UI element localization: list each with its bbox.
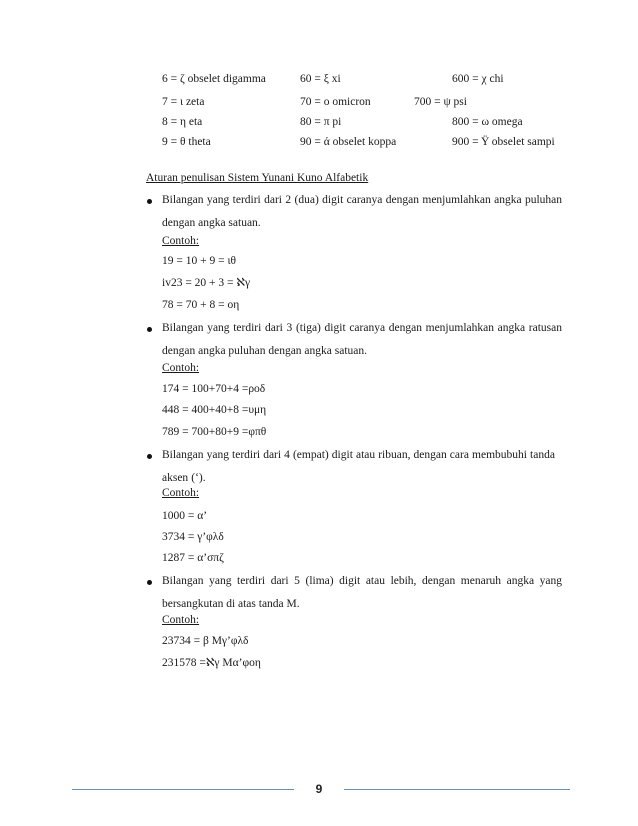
rule-1-example-3: 78 = 70 + 8 = οη [162, 299, 240, 311]
rule-1-example-1: 19 = 10 + 9 = ιθ [162, 255, 237, 267]
numeral-600: 600 = χ chi [452, 73, 504, 85]
rule-3-example-1: 1000 = α’ [162, 510, 208, 522]
numeral-60: 60 = ξ xi [300, 73, 341, 85]
footer-rule-left [72, 789, 294, 790]
rule-4-example-label: Contoh: [162, 614, 200, 626]
rule-3-example-3: 1287 = α’σπζ [162, 552, 224, 564]
rule-2-example-3: 789 = 700+80+9 =φπθ [162, 426, 267, 438]
rule-1-example-label: Contoh: [162, 235, 200, 247]
bullet-4 [147, 580, 152, 585]
numeral-700: 700 = ψ psi [414, 96, 467, 108]
numeral-8: 8 = η eta [162, 116, 203, 128]
numeral-900: 900 = Ϋ obselet sampi [452, 136, 555, 148]
rule-3-example-2: 3734 = γ’φλδ [162, 531, 224, 543]
numeral-70: 70 = ο omicron [300, 96, 371, 108]
rule-3-example-label: Contoh: [162, 487, 200, 499]
rule-2-example-2: 448 = 400+40+8 =υμη [162, 404, 267, 416]
numeral-800: 800 = ω omega [452, 116, 523, 128]
numeral-9: 9 = θ theta [162, 136, 211, 148]
rule-2-example-label: Contoh: [162, 362, 200, 374]
rule-4-example-1: 23734 = β Mγ’φλδ [162, 635, 249, 647]
section-heading: Aturan penulisan Sistem Yunani Kuno Alfabetik [146, 172, 369, 184]
rule-1-example-2: iv23 = 20 + 3 = ℵγ [162, 277, 251, 289]
numeral-90: 90 = ά obselet koppa [300, 136, 397, 148]
rule-1-text: Bilangan yang terdiri dari 2 (dua) digit caranya dengan menjumlahkan angka puluhan dengan angka satuan. [162, 194, 562, 229]
rule-2-example-1: 174 = 100+70+4 =ροδ [162, 383, 266, 395]
numeral-6: 6 = ζ obselet digamma [162, 73, 266, 85]
bullet-3 [147, 454, 152, 459]
rule-3-text: Bilangan yang terdiri dari 4 (empat) digit atau ribuan, dengan cara membubuhi tanda aksen (‘). [162, 449, 555, 484]
page-number: 9 [315, 782, 323, 796]
numeral-80: 80 = π pi [300, 116, 342, 128]
rule-4-example-2: 231578 =ℵγ Mα’φοη [162, 657, 261, 669]
bullet-1 [147, 199, 152, 204]
rule-4-text: Bilangan yang terdiri dari 5 (lima) digit atau lebih, dengan menaruh angka yang bersangkutan di atas tanda M. [162, 575, 562, 610]
footer-rule-right [344, 789, 570, 790]
bullet-2 [147, 327, 152, 332]
numeral-7: 7 = ι zeta [162, 96, 205, 108]
rule-2-text: Bilangan yang terdiri dari 3 (tiga) digit caranya dengan menjumlahkan angka ratusan dengan angka puluhan dengan angka satuan. [162, 322, 562, 357]
